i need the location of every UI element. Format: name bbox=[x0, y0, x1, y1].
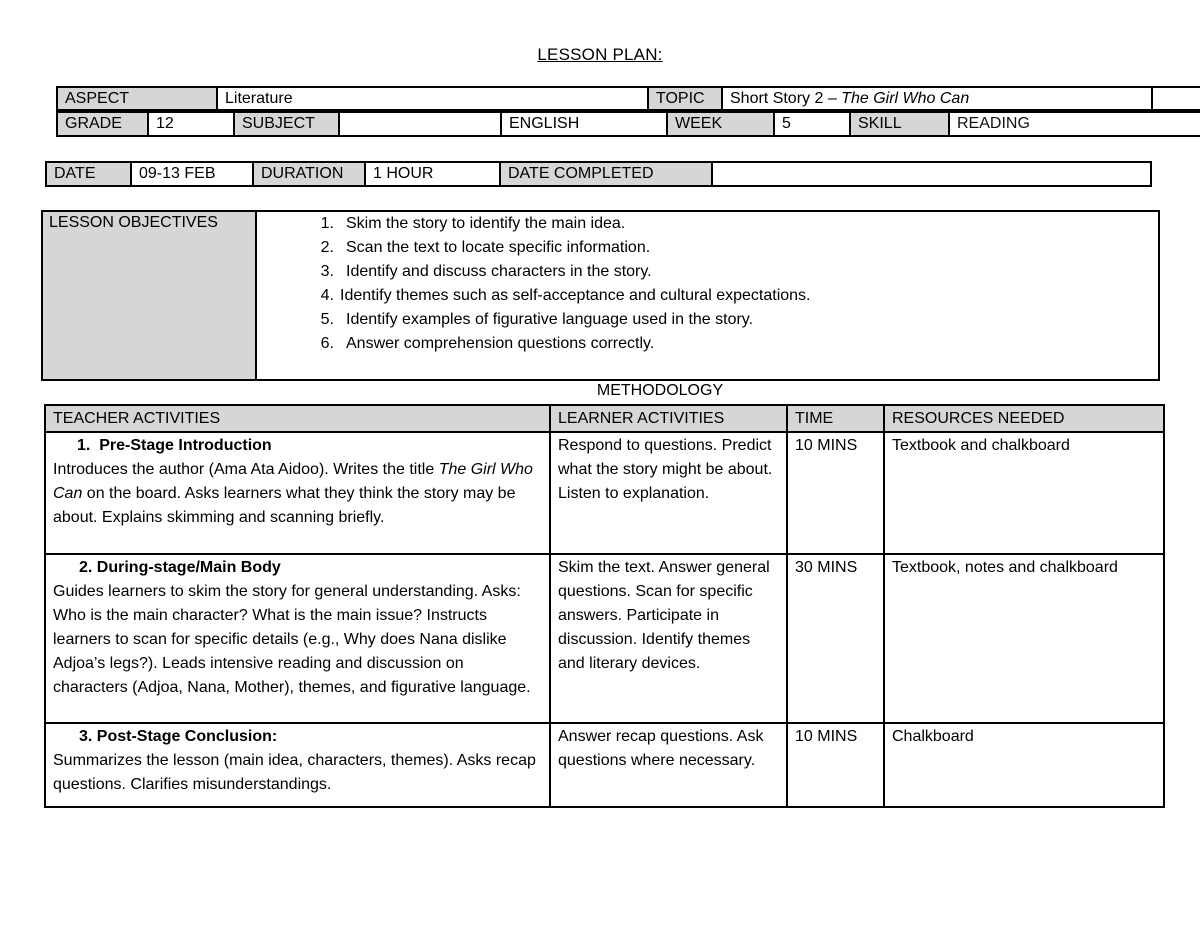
time-cell: 10 MINS bbox=[787, 723, 884, 807]
aspect-value: Literature bbox=[216, 86, 649, 111]
header-resources-needed: RESOURCES NEEDED bbox=[884, 405, 1164, 432]
topic-value bbox=[721, 86, 1153, 111]
teacher-activities-cell bbox=[45, 723, 550, 807]
page-title: LESSON PLAN: bbox=[537, 45, 663, 64]
time-cell: 10 MINS bbox=[787, 432, 884, 554]
date-completed-value bbox=[711, 161, 1152, 187]
objective-item: 1. Skim the story to identify the main idea. bbox=[320, 215, 626, 232]
methodology-heading: METHODOLOGY bbox=[596, 382, 724, 399]
objectives-label: LESSON OBJECTIVES bbox=[41, 210, 257, 381]
row1-trailing-cell bbox=[1151, 86, 1200, 111]
duration-label: DURATION bbox=[252, 161, 366, 187]
week-label: WEEK bbox=[666, 111, 775, 137]
objective-item: 6. Answer comprehension questions correctly. bbox=[320, 335, 655, 352]
table-row bbox=[45, 432, 1164, 554]
resources-cell: Textbook and chalkboard bbox=[884, 432, 1164, 554]
week-value: 5 bbox=[773, 111, 851, 137]
objective-item: 3. Identify and discuss characters in the story. bbox=[320, 263, 652, 280]
objectives-list bbox=[300, 212, 810, 356]
learner-activities-cell: Answer recap questions. Ask questions where necessary. bbox=[550, 723, 787, 807]
skill-label: SKILL bbox=[849, 111, 950, 137]
topic-label: TOPIC bbox=[647, 86, 723, 111]
topic-story-title: The Girl Who Can bbox=[841, 90, 970, 107]
teacher-activities-cell bbox=[45, 432, 550, 554]
teacher-activities-text: Introduces the author (Ama Ata Aidoo). Writes the title The Girl Who Can on the board. Asks learners what they think the story may be about. Explains skimming and scanning briefly. bbox=[53, 461, 533, 526]
skill-value: READING bbox=[948, 111, 1200, 137]
stage-title: 3. Post-Stage Conclusion: bbox=[79, 728, 278, 745]
teacher-activities-cell bbox=[45, 554, 550, 723]
teacher-activities-text: Summarizes the lesson (main idea, characters, themes). Asks recap questions. Clarifies misunderstandings. bbox=[53, 752, 536, 793]
table-row bbox=[45, 554, 1164, 723]
header-time: TIME bbox=[787, 405, 884, 432]
grade-value: 12 bbox=[147, 111, 235, 137]
teacher-activities-text: Guides learners to skim the story for general understanding. Asks: Who is the main character? What is the main issue? Instructs learners to scan for specific details (e.g., Why does Nana dislike Adjoa’s legs?). Leads intensive reading and discussion on characters (Adjoa, Nana, Mother), themes, and figurative language. bbox=[53, 583, 531, 696]
objective-item: 2. Scan the text to locate specific information. bbox=[320, 239, 651, 256]
stage-title: 1. Pre-Stage Introduction bbox=[77, 437, 272, 454]
subject-value: ENGLISH bbox=[500, 111, 668, 137]
grade-label: GRADE bbox=[56, 111, 149, 137]
table-row bbox=[45, 723, 1164, 807]
header-teacher-activities: TEACHER ACTIVITIES bbox=[45, 405, 550, 432]
time-cell: 30 MINS bbox=[787, 554, 884, 723]
resources-cell: Textbook, notes and chalkboard bbox=[884, 554, 1164, 723]
date-label: DATE bbox=[45, 161, 132, 187]
header-learner-activities: LEARNER ACTIVITIES bbox=[550, 405, 787, 432]
date-value: 09-13 FEB bbox=[130, 161, 254, 187]
subject-label: SUBJECT bbox=[233, 111, 340, 137]
aspect-label: ASPECT bbox=[56, 86, 218, 111]
learner-activities-cell: Respond to questions. Predict what the story might be about. Listen to explanation. bbox=[550, 432, 787, 554]
date-completed-label: DATE COMPLETED bbox=[499, 161, 713, 187]
learner-activities-cell: Skim the text. Answer general questions. Scan for specific answers. Participate in discussion. Identify themes and literary devices. bbox=[550, 554, 787, 723]
methodology-header-row bbox=[45, 405, 1164, 432]
stage-title: 2. During-stage/Main Body bbox=[79, 559, 281, 576]
duration-value: 1 HOUR bbox=[364, 161, 501, 187]
objective-item: 5. Identify examples of figurative language used in the story. bbox=[320, 311, 754, 328]
topic-prefix: Short Story 2 – bbox=[730, 90, 842, 107]
subject-empty-cell bbox=[338, 111, 502, 137]
objective-item: 4. Identify themes such as self-acceptance and cultural expectations. bbox=[320, 287, 811, 304]
resources-cell: Chalkboard bbox=[884, 723, 1164, 807]
methodology-table bbox=[44, 404, 1165, 808]
